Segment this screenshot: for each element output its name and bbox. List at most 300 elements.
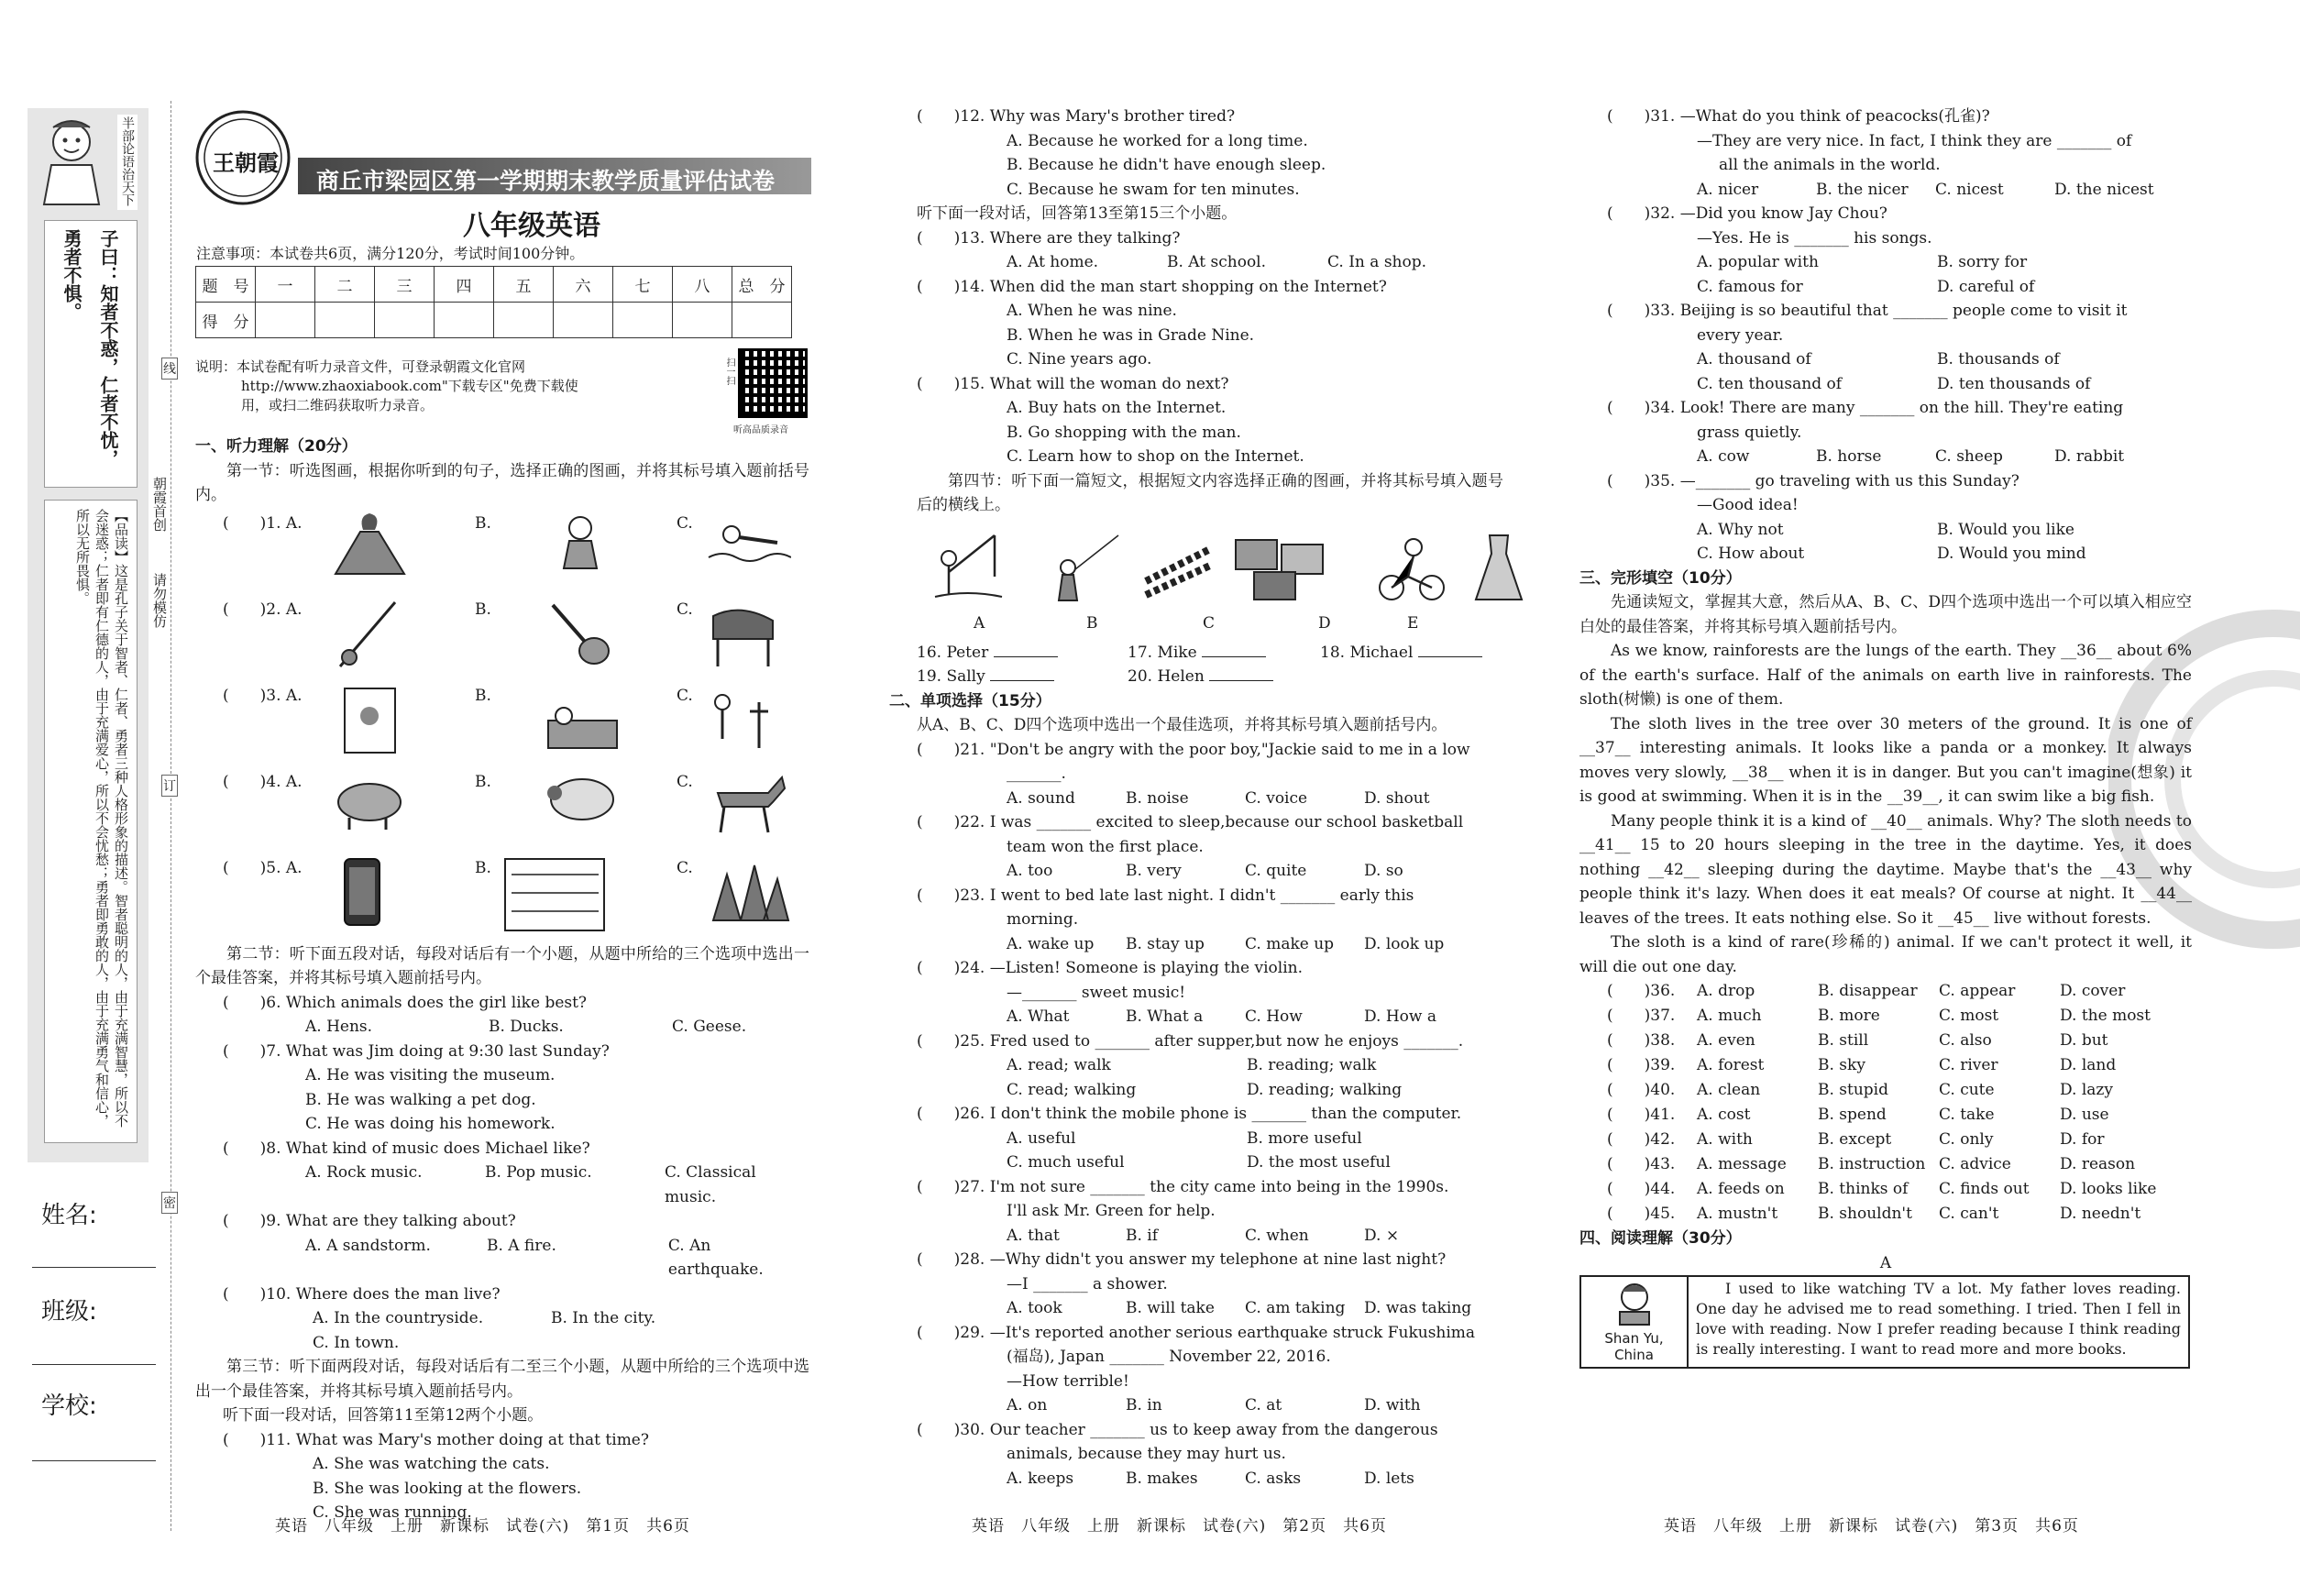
passage-label: A (1879, 1253, 1892, 1272)
option[interactable]: C. only (1939, 1130, 1994, 1149)
matching-row (917, 641, 1503, 666)
option[interactable]: B. makes (1126, 1469, 1198, 1488)
q-number: ( )2. A. (223, 600, 303, 619)
question-cont: morning. (1007, 910, 1079, 929)
cloze-num: ( )44. (1607, 1180, 1676, 1198)
reading-box (1579, 1275, 2190, 1369)
option[interactable]: A. Hens. (305, 1018, 373, 1036)
question: ( )13. Where are they talking? (917, 228, 1181, 248)
option[interactable]: B. Go shopping with the man. (1007, 423, 1241, 442)
options (917, 787, 1503, 811)
option[interactable]: A. thousand of (1697, 350, 1811, 369)
option[interactable]: D. use (2060, 1106, 2109, 1124)
answer-blank[interactable] (1418, 656, 1482, 657)
question: ( )25. Fred used to _______ after supper,but now he enjoys _______. (917, 1031, 1464, 1051)
question-cont: —I _______ a shower. (1007, 1274, 1168, 1293)
option[interactable]: B. Because he didn't have enough sleep. (1007, 156, 1326, 174)
option[interactable]: A. even (1697, 1031, 1755, 1050)
section-title: 三、完形填空（10分） (1579, 568, 1742, 588)
score-cell[interactable] (673, 303, 732, 338)
pic-question (195, 856, 809, 942)
option[interactable]: D. × (1364, 1226, 1400, 1245)
option[interactable]: B. When he was in Grade Nine. (1007, 325, 1255, 345)
option[interactable]: A. At home. (1007, 253, 1099, 271)
pic-label: A (974, 613, 985, 633)
options (1579, 178, 2192, 203)
question: ( )11. What was Mary's mother doing at that time? (223, 1430, 649, 1449)
question-cont: —They are very nice. In fact, I think they are _______ of (1697, 131, 2132, 150)
q-number: ( )3. A. (223, 686, 303, 705)
option[interactable]: A. drop (1697, 982, 1755, 1000)
options (917, 1005, 1503, 1029)
cloze-options (1579, 979, 2192, 1227)
option[interactable]: C. river (1939, 1056, 1998, 1074)
option[interactable]: B. A fire. (486, 1236, 556, 1255)
pic-label: B (1086, 613, 1098, 633)
dancers-icon (1141, 531, 1215, 604)
audio-desc (195, 358, 578, 415)
option[interactable]: B. What a (1126, 1007, 1204, 1026)
school-label: 学校: (41, 1392, 97, 1420)
side-motto: 半部论语治天下 (117, 115, 138, 210)
swimmer-icon (704, 512, 791, 576)
option[interactable]: C. nicest (1935, 180, 2004, 199)
page2-column (889, 105, 1503, 1491)
cloze-num: ( )42. (1607, 1130, 1676, 1149)
cloze-num: ( )40. (1607, 1081, 1676, 1099)
option[interactable]: A. mustn't (1697, 1205, 1778, 1223)
question: ( )23. I went to bed late last night. I didn't _______ early this (917, 886, 1414, 905)
option[interactable]: C. can't (1939, 1205, 1999, 1223)
cloze-row (1607, 1128, 2192, 1152)
match-name: 16. Peter (917, 643, 989, 662)
cloze-num: ( )38. (1607, 1031, 1676, 1050)
option[interactable]: D. land (2060, 1056, 2117, 1074)
opt-c: C. (677, 513, 693, 533)
cloze-paragraph: Many people think it is a kind of __40__ animals. Why? The sloth needs to __41__ 15 to 20 hours sleeping in the tree in the daytime. Yes, it does nothing __42__ sleeping during the daytime. Maybe that's the __43__ why people think it's lazy. When does it eat meals? Of course at night. It __44__ leaves of the trees. It eats nothing else. So it __45__ live without forests. (1579, 811, 2192, 928)
reader-name: Shan Yu, (1604, 1330, 1664, 1347)
options (195, 1234, 809, 1282)
option[interactable]: B. Would you like (1937, 520, 2074, 539)
option[interactable]: A. keeps (1007, 1469, 1074, 1488)
question: ( )9. What are they talking about? (223, 1212, 516, 1230)
qr-caption: 听高品质录音 (733, 425, 788, 435)
option[interactable]: D. looks like (2060, 1180, 2157, 1198)
seal-mark-1: 线 (161, 358, 178, 380)
option[interactable]: D. Would you mind (1937, 545, 2086, 563)
option[interactable]: D. rabbit (2054, 447, 2125, 466)
option[interactable]: D. with (1364, 1396, 1421, 1414)
option[interactable]: B. the nicer (1816, 180, 1909, 199)
option[interactable]: B. Pop music. (484, 1163, 592, 1182)
option[interactable]: C. make up (1245, 934, 1335, 953)
score-header: 四 (435, 267, 494, 303)
option[interactable]: A. cow (1697, 447, 1750, 466)
option[interactable]: C. asks (1245, 1469, 1302, 1488)
option[interactable]: B. sky (1818, 1056, 1865, 1074)
question: ( )24. —Listen! Someone is playing the violin. (917, 959, 1303, 977)
option[interactable]: D. the most (2060, 1007, 2151, 1025)
options (195, 1161, 809, 1209)
planting-icon (704, 684, 791, 757)
option[interactable]: B. reading; walk (1247, 1056, 1377, 1074)
cloze-row (1607, 1152, 2192, 1177)
option[interactable]: D. look up (1364, 934, 1445, 953)
score-cell[interactable] (315, 303, 375, 338)
option[interactable]: A. Because he worked for a long time. (1007, 131, 1308, 150)
question: ( )32. —Did you know Jay Chou? (1607, 204, 1887, 223)
option[interactable]: C. Nine years ago. (1007, 350, 1152, 369)
pig-icon (331, 770, 409, 834)
option[interactable]: A. took (1007, 1299, 1062, 1317)
option[interactable]: B. He was walking a pet dog. (305, 1090, 536, 1109)
opt-b: B. (475, 600, 491, 619)
question-cont: every year. (1697, 325, 1784, 345)
option[interactable]: A. In the countryside. (313, 1309, 484, 1327)
question-cont: —Yes. He is _______ his songs. (1697, 228, 1932, 248)
score-cell[interactable] (494, 303, 554, 338)
question: ( )34. Look! There are many _______ on the hill. They're eating (1607, 399, 2124, 417)
fishing-icon (930, 531, 1004, 604)
question: ( )33. Beijing is so beautiful that _______ people come to visit it (1607, 302, 2128, 320)
option[interactable]: B. in (1126, 1396, 1162, 1414)
question: ( )10. Where does the man live? (223, 1284, 501, 1304)
opt-c: C. (677, 858, 693, 877)
option[interactable]: C. famous for (1697, 277, 1803, 296)
piano-icon (704, 598, 782, 671)
options (1579, 347, 2192, 372)
answer-blank[interactable] (1202, 656, 1266, 657)
options (917, 1296, 1503, 1321)
option[interactable]: D. for (2060, 1130, 2105, 1149)
question: ( )7. What was Jim doing at 9:30 last Sunday? (223, 1041, 610, 1061)
desc-line: 用，或扫二维码获取听力录音。 (241, 397, 435, 413)
option[interactable]: A. sound (1007, 788, 1075, 808)
option[interactable]: C. finds out (1939, 1180, 2030, 1198)
option[interactable]: A. cost (1697, 1106, 1751, 1124)
option[interactable]: D. cover (2060, 982, 2126, 1000)
option[interactable]: D. lazy (2060, 1081, 2113, 1099)
notice: 注意事项：本试卷共6页，满分120分，考试时间100分钟。 (196, 245, 585, 262)
page-footer: 英语 八年级 上册 新课标 试卷(六) 第2页 共6页 (972, 1517, 1387, 1535)
question-cont: I'll ask Mr. Green for help. (1007, 1202, 1216, 1220)
qr-side: 扫一扫 (724, 358, 734, 385)
question: ( )6. Which animals does the girl like best? (223, 993, 588, 1012)
question: ( )31. —What do you think of peacocks(孔雀)? (1607, 107, 1990, 126)
option[interactable]: B. thousands of (1937, 350, 2060, 369)
option[interactable]: A. forest (1697, 1056, 1765, 1074)
logo-text: 王朝霞 (213, 149, 279, 176)
answer-blank[interactable] (994, 656, 1058, 657)
option[interactable]: A. He was visiting the museum. (305, 1066, 556, 1084)
q-number: ( )1. A. (223, 513, 303, 533)
cloze-num: ( )41. (1607, 1106, 1676, 1124)
option[interactable]: D. ten thousands of (1937, 374, 2091, 393)
page3-column (1579, 105, 2192, 1369)
part-intro: 第二节：听下面五段对话，每段对话后有一个小题，从题中所给的三个选项中选出一个最佳答案，并将其标号填入题前括号内。 (195, 944, 809, 987)
option[interactable]: C. In a shop. (1327, 253, 1427, 271)
option[interactable]: C. Because he swam for ten minutes. (1007, 180, 1300, 199)
question-cont: team won the first place. (1007, 837, 1204, 856)
option[interactable]: A. She was watching the cats. (313, 1455, 550, 1473)
options (917, 250, 1503, 275)
option[interactable]: A. wake up (1007, 934, 1095, 953)
option[interactable]: B. shouldn't (1818, 1205, 1912, 1223)
option[interactable]: B. stupid (1818, 1081, 1889, 1099)
cloze-paragraph: As we know, rainforests are the lungs of the earth. They __36__ about 6% of the earth's surface. Half of the animals on earth live in rainforests. The sloth(树懒) is one of them. (1579, 642, 2192, 709)
score-table (195, 266, 792, 338)
option[interactable]: D. reading; walking (1247, 1080, 1403, 1099)
question: ( )35. —_______ go traveling with us this Sunday? (1607, 471, 2019, 490)
question: ( )22. I was _______ excited to sleep,because our school basketball (917, 813, 1464, 831)
class-line[interactable] (32, 1364, 156, 1365)
option[interactable]: C. voice (1245, 788, 1308, 808)
options (1579, 275, 2192, 300)
pic-label: D (1318, 613, 1331, 633)
option[interactable]: D. but (2060, 1031, 2108, 1050)
question-cont: —How terrible! (1007, 1371, 1129, 1391)
option[interactable]: A. too (1007, 862, 1053, 880)
question: ( )26. I don't think the mobile phone is _______ than the computer. (917, 1105, 1462, 1123)
option[interactable]: D. careful of (1937, 277, 2035, 296)
opt-b: B. (475, 772, 491, 791)
cyclist-icon (1375, 531, 1448, 604)
option[interactable]: A. on (1007, 1396, 1048, 1414)
option[interactable]: A. popular with (1697, 253, 1819, 271)
options (1579, 445, 2192, 469)
option[interactable]: A. message (1697, 1155, 1787, 1173)
window-icon (331, 684, 409, 757)
score-cell[interactable] (732, 303, 792, 338)
option[interactable]: C. when (1245, 1226, 1309, 1245)
score-header: 二 (315, 267, 375, 303)
option[interactable]: C. most (1939, 1007, 1999, 1025)
score-header: 八 (673, 267, 732, 303)
option[interactable]: C. Geese. (672, 1018, 747, 1036)
name-line[interactable] (32, 1267, 156, 1268)
option[interactable]: D. the most useful (1247, 1153, 1391, 1172)
option[interactable]: C. read; walking (1007, 1080, 1137, 1099)
desc-line: http://www.zhaoxiabook.com"下载专区"免费下载使 (241, 378, 578, 394)
option[interactable]: C. ten thousand of (1697, 374, 1843, 393)
page1-column (195, 435, 809, 1525)
school-title: 商丘市梁园区第一学期期末教学质量评估试卷 (316, 168, 776, 194)
score-header: 六 (554, 267, 613, 303)
option[interactable]: A. with (1697, 1130, 1753, 1149)
name-label: 姓名: (41, 1202, 97, 1229)
part4-pictures (917, 531, 1503, 641)
question-cont: animals, because they may hurt us. (1007, 1445, 1286, 1463)
options (917, 932, 1503, 957)
side-pindu: 【品读】这是孔子关于智者、仁者、勇者三种人格形象的描述。智者聪明的人，由于充满智慧，所以不会迷惑；仁者即有仁德的人，由于充满爱心，所以不会忧愁；勇者即勇敢的人，由于充满勇气和信心，所以无所畏惧。 (74, 509, 129, 1128)
opt-c: C. (677, 600, 693, 619)
guitar-icon (544, 598, 617, 671)
question: ( )21. "Don't be angry with the poor boy,"Jackie said to me in a low (917, 740, 1470, 759)
seal-mark-3: 密 (161, 1192, 178, 1214)
option[interactable]: C. He was doing his homework. (305, 1115, 556, 1133)
option[interactable]: B. stay up (1126, 934, 1205, 953)
option[interactable]: D. How a (1364, 1007, 1436, 1026)
options (917, 1078, 1503, 1103)
opt-b: B. (475, 858, 491, 877)
score-cell[interactable] (375, 303, 435, 338)
option[interactable]: C. am taking (1245, 1299, 1346, 1317)
option[interactable]: D. so (1364, 862, 1403, 880)
option[interactable]: A. Buy hats on the Internet. (1007, 399, 1227, 417)
question: ( )8. What kind of music does Michael like? (223, 1139, 590, 1158)
cloze-row (1607, 1103, 2192, 1128)
option[interactable]: C. Learn how to shop on the Internet. (1007, 447, 1304, 466)
option[interactable]: C. appear (1939, 982, 2016, 1000)
answer-blank[interactable] (990, 680, 1054, 681)
option[interactable]: A. clean (1697, 1081, 1761, 1099)
option[interactable]: A. nicer (1697, 180, 1759, 199)
option[interactable]: C. advice (1939, 1155, 2011, 1173)
option[interactable]: D. reason (2060, 1155, 2136, 1173)
option[interactable]: A. Rock music. (305, 1163, 423, 1182)
option[interactable]: D. needn't (2060, 1205, 2141, 1223)
part-intro: 第四节：听下面一篇短文，根据短文内容选择正确的图画，并将其标号填入题号后的横线上。 (917, 471, 1503, 514)
option[interactable]: A. feeds on (1697, 1180, 1785, 1198)
opt-c: C. (677, 772, 693, 791)
section-intro: 从A、B、C、D四个选项中选出一个最佳选项，并将其标号填入题前括号内。 (917, 716, 1447, 734)
question-cont: all the animals in the world. (1719, 156, 1941, 174)
option[interactable]: A. useful (1007, 1128, 1076, 1148)
score-cell[interactable] (613, 303, 673, 338)
options (1579, 250, 2192, 275)
cloze-num: ( )37. (1607, 1007, 1676, 1025)
option[interactable]: C. Classical music. (664, 1163, 756, 1206)
erhu-icon (331, 598, 409, 671)
question-cont: grass quietly. (1697, 423, 1802, 442)
option[interactable]: B. Ducks. (489, 1018, 564, 1036)
options (1579, 372, 2192, 397)
option[interactable]: C. much useful (1007, 1153, 1125, 1172)
option[interactable]: C. also (1939, 1031, 1992, 1050)
option[interactable]: B. disappear (1818, 982, 1918, 1000)
option[interactable]: B. noise (1126, 788, 1189, 808)
cloze-num: ( )45. (1607, 1205, 1676, 1223)
option[interactable]: B. sorry for (1937, 253, 2028, 271)
option[interactable]: A. When he was nine. (1007, 302, 1177, 320)
option[interactable]: B. if (1126, 1226, 1159, 1245)
phone-icon (342, 856, 383, 930)
page-footer: 英语 八年级 上册 新课标 试卷(六) 第3页 共6页 (1664, 1517, 2079, 1535)
option[interactable]: D. the nicest (2054, 180, 2154, 199)
option[interactable]: B. except (1818, 1130, 1892, 1149)
cloze-row (1607, 979, 2192, 1004)
option[interactable]: C. cute (1939, 1081, 1995, 1099)
reader-boy-icon (1607, 1281, 1662, 1326)
cloze-paragraph: The sloth lives in the tree over 30 meters of the ground. It is one of __37__ interesting animals. It looks like a panda or a monkey. It always moves very slowly, __38__ when it is in danger. But you can't imagine(想象) it is good at swimming. When it is in the __39__, it can swim like a big fish. (1579, 714, 2192, 806)
option[interactable]: C. An earthquake. (667, 1236, 764, 1279)
forest-icon (704, 856, 791, 930)
option[interactable]: B. At school. (1167, 253, 1267, 271)
option[interactable]: C. She was running. (313, 1503, 472, 1522)
pic-label: E (1407, 613, 1419, 633)
side-mascot (35, 115, 117, 206)
question: ( )14. When did the man start shopping on the Internet? (917, 277, 1387, 296)
option[interactable]: C. In town. (313, 1333, 400, 1352)
option[interactable]: B. very (1126, 862, 1182, 880)
pic-question (195, 598, 809, 684)
score-cell[interactable] (554, 303, 613, 338)
option[interactable]: B. She was looking at the flowers. (313, 1479, 582, 1498)
sheep-icon (544, 770, 622, 834)
option[interactable]: D. was taking (1364, 1299, 1472, 1317)
option[interactable]: C. sheep (1935, 447, 2003, 466)
cloze-num: ( )43. (1607, 1155, 1676, 1173)
score-header: 题 号 (196, 267, 256, 303)
options (1579, 518, 2192, 543)
match-name: 18. Michael (1320, 643, 1414, 662)
cloze-row (1607, 1053, 2192, 1078)
question: ( )29. —It's reported another serious earthquake struck Fukushima (917, 1323, 1476, 1342)
cloze-num: ( )36. (1607, 982, 1676, 1000)
cloze-row (1607, 1177, 2192, 1202)
q-number: ( )5. A. (223, 858, 303, 877)
option[interactable]: A. read; walk (1007, 1056, 1111, 1074)
option[interactable]: C. at (1245, 1396, 1282, 1414)
option[interactable]: B. In the city. (551, 1309, 656, 1327)
score-cell[interactable] (256, 303, 315, 338)
option[interactable]: B. still (1818, 1031, 1869, 1050)
option[interactable]: D. shout (1364, 788, 1430, 808)
question-cont: (福岛), Japan _______ November 22, 2016. (1007, 1348, 1331, 1366)
volcano-icon (331, 512, 409, 576)
dress-icon (1471, 531, 1526, 604)
option[interactable]: B. spend (1818, 1106, 1887, 1124)
options (917, 1150, 1503, 1175)
option[interactable]: C. How (1245, 1007, 1303, 1026)
cloze-row (1607, 1029, 2192, 1053)
option[interactable]: A. What (1007, 1007, 1070, 1026)
option[interactable]: D. lets (1364, 1469, 1414, 1488)
option[interactable]: C. quite (1245, 862, 1307, 880)
section-title: 二、单项选择（15分） (889, 691, 1051, 710)
option[interactable]: C. How about (1697, 545, 1805, 563)
score-row-label: 得 分 (196, 303, 256, 338)
question: ( )27. I'm not sure _______ the city came into being in the 1990s. (917, 1177, 1449, 1196)
option[interactable]: B. will take (1126, 1299, 1215, 1317)
option[interactable]: A. much (1697, 1007, 1762, 1025)
score-header: 五 (494, 267, 554, 303)
qr-code-icon[interactable] (738, 348, 808, 418)
answer-blank[interactable] (1209, 680, 1273, 681)
seal-mark-2: 订 (161, 775, 178, 797)
horse-icon (704, 770, 791, 834)
opt-c: C. (677, 686, 693, 705)
bed-icon (544, 684, 622, 757)
school-line[interactable] (32, 1460, 156, 1461)
option[interactable]: C. take (1939, 1106, 1995, 1124)
option[interactable]: B. instruction (1818, 1155, 1926, 1173)
class-label: 班级: (41, 1298, 97, 1326)
option[interactable]: B. thinks of (1818, 1180, 1909, 1198)
score-cell[interactable] (435, 303, 494, 338)
pic-label: C (1203, 613, 1216, 633)
score-header: 一 (256, 267, 315, 303)
option[interactable]: B. more useful (1247, 1128, 1362, 1148)
option[interactable]: B. horse (1816, 447, 1882, 466)
part-intro: 第三节：听下面两段对话，每段对话后有二至三个小题，从题中所给的三个选项中选出一个最佳答案，并将其标号填入题前括号内。 (195, 1358, 809, 1401)
pic-question (195, 512, 809, 598)
option[interactable]: A. Why not (1697, 520, 1784, 539)
reader-card (1581, 1277, 1689, 1367)
option[interactable]: B. more (1818, 1007, 1880, 1025)
option[interactable]: A. A sandstorm. (305, 1236, 431, 1255)
option[interactable]: A. that (1007, 1226, 1060, 1245)
